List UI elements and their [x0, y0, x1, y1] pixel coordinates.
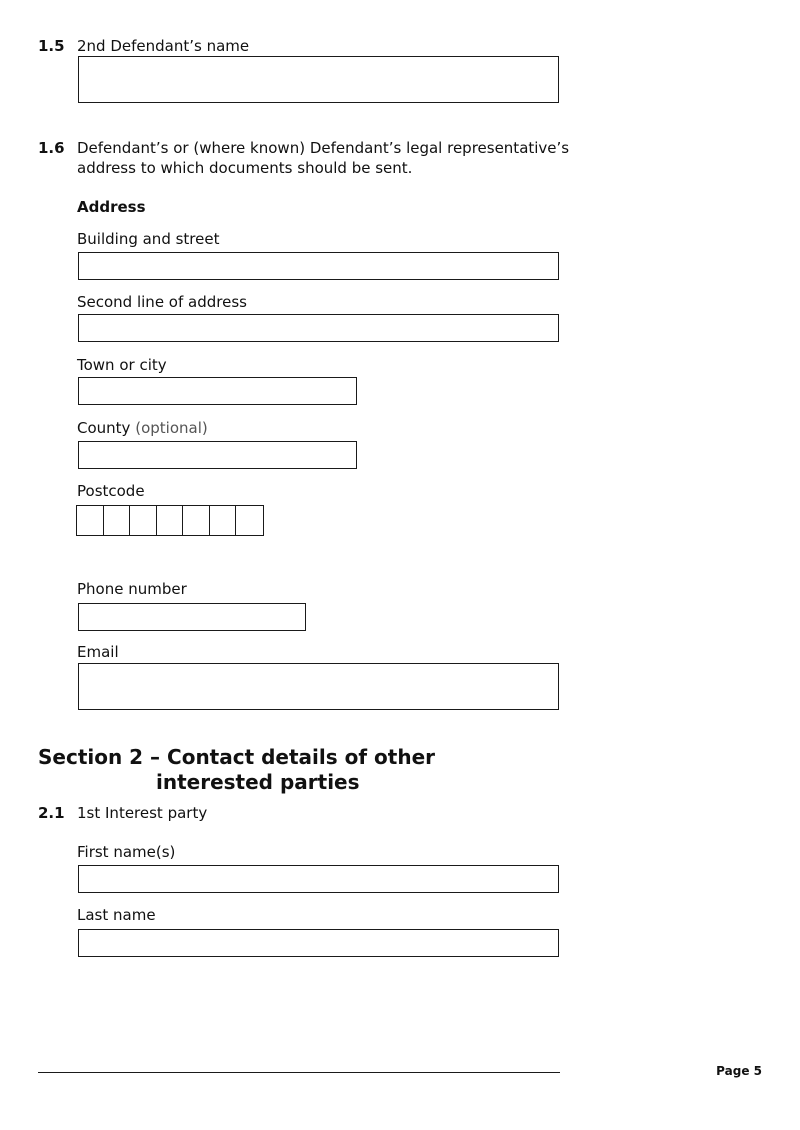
question-number-1-5: 1.5: [38, 37, 65, 55]
phone-number-label: Phone number: [77, 580, 187, 598]
building-street-label: Building and street: [77, 230, 220, 248]
postcode-character-box[interactable]: [77, 506, 104, 535]
address-heading: Address: [77, 198, 146, 216]
email-label: Email: [77, 643, 119, 661]
town-city-field[interactable]: [78, 377, 357, 405]
section-2-heading-line-2: interested parties: [156, 770, 360, 794]
phone-number-field[interactable]: [78, 603, 306, 631]
question-number-1-6: 1.6: [38, 139, 65, 157]
postcode-character-box[interactable]: [157, 506, 184, 535]
postcode-character-box[interactable]: [236, 506, 263, 535]
first-interest-party-label: 1st Interest party: [77, 804, 208, 822]
page-number: Page 5: [716, 1064, 762, 1078]
footer-divider: [38, 1072, 560, 1073]
postcode-character-box[interactable]: [210, 506, 237, 535]
first-names-field[interactable]: [78, 865, 559, 893]
postcode-character-box[interactable]: [130, 506, 157, 535]
county-optional-hint: (optional): [135, 419, 208, 437]
address-question-line-2: address to which documents should be sent.: [77, 159, 413, 177]
first-names-label: First name(s): [77, 843, 176, 861]
second-line-address-field[interactable]: [78, 314, 559, 342]
address-question-line-1: Defendant’s or (where known) Defendant’s legal representative’s: [77, 139, 570, 157]
town-city-label: Town or city: [77, 356, 167, 374]
postcode-field[interactable]: [76, 505, 264, 536]
section-2-heading-line-1: Section 2 – Contact details of other: [38, 745, 436, 769]
email-field[interactable]: [78, 663, 559, 710]
last-name-label: Last name: [77, 906, 156, 924]
postcode-label: Postcode: [77, 482, 145, 500]
second-defendant-name-field[interactable]: [78, 56, 559, 103]
last-name-field[interactable]: [78, 929, 559, 957]
second-defendant-name-label: 2nd Defendant’s name: [77, 37, 250, 55]
second-line-address-label: Second line of address: [77, 293, 247, 311]
county-label-text: County: [77, 419, 131, 437]
county-field[interactable]: [78, 441, 357, 469]
county-label: [77, 418, 208, 438]
postcode-character-box[interactable]: [104, 506, 131, 535]
postcode-character-box[interactable]: [183, 506, 210, 535]
question-number-2-1: 2.1: [38, 804, 65, 822]
building-street-field[interactable]: [78, 252, 559, 280]
